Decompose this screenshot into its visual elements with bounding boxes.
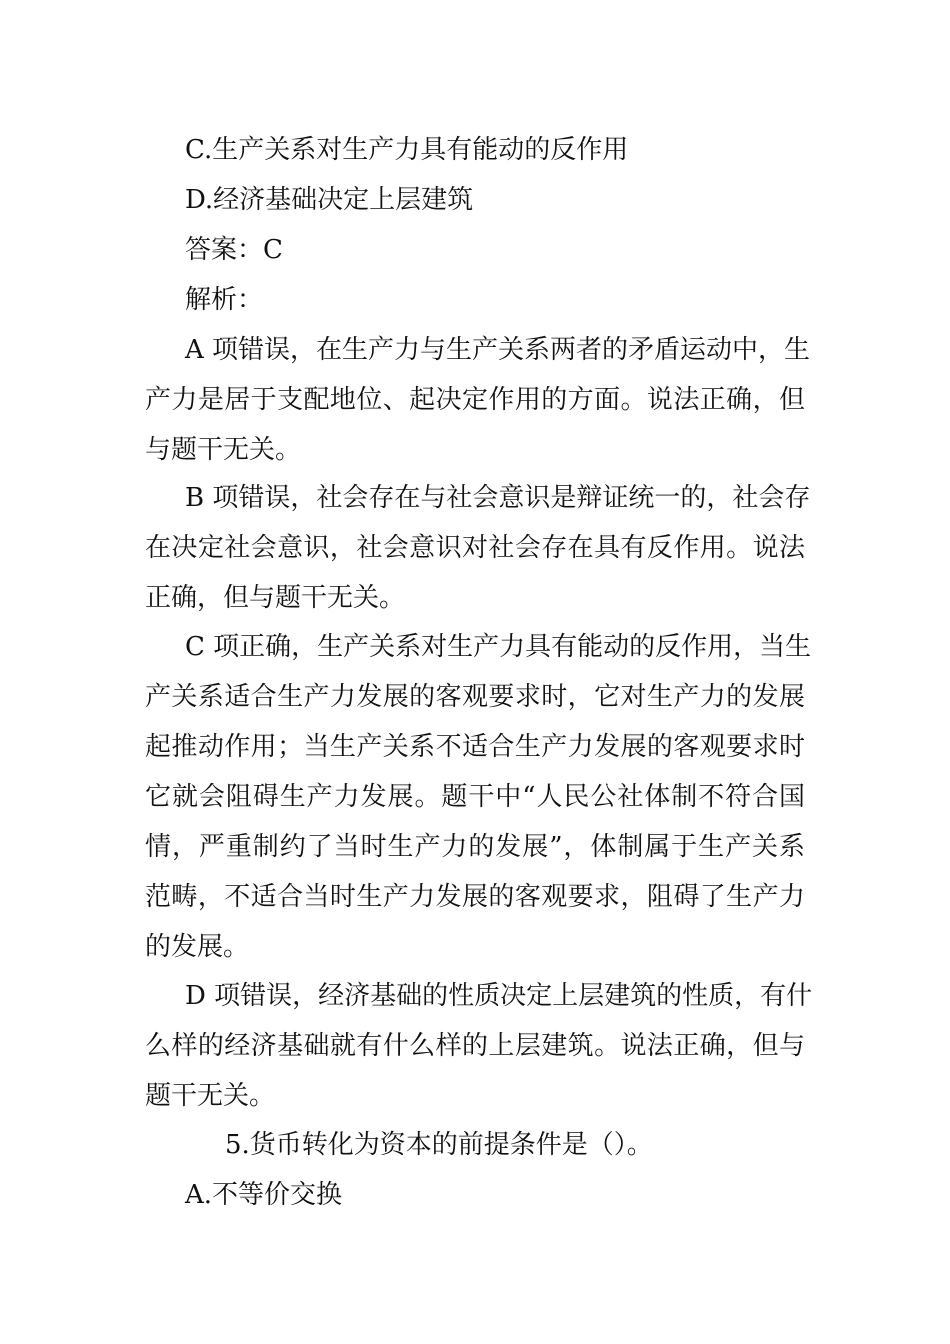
paragraph-b-line-1: B 项错误，社会存在与社会意识是辩证统一的，社会存 xyxy=(185,483,811,513)
paragraph-d-line-3: 题干无关。 xyxy=(145,1081,276,1111)
paragraph-c-line-5: 情，严重制约了当时生产力的发展”，体制属于生产关系 xyxy=(145,832,805,862)
paragraph-d-line-1: D 项错误，经济基础的性质决定上层建筑的性质，有什 xyxy=(185,981,813,1011)
question-5: 5.货币转化为资本的前提条件是（）。 xyxy=(225,1130,653,1160)
paragraph-c-line-2: 产关系适合生产力发展的客观要求时，它对生产力的发展 xyxy=(145,682,805,712)
paragraph-a-line-2: 产力是居于支配地位、起决定作用的方面。说法正确，但 xyxy=(145,385,805,415)
paragraph-b-line-3: 正确，但与题干无关。 xyxy=(145,583,406,613)
paragraph-a-line-1: A 项错误，在生产力与生产关系两者的矛盾运动中，生 xyxy=(185,335,811,365)
analysis-heading: 解析： xyxy=(185,285,264,315)
paragraph-a-line-3: 与题干无关。 xyxy=(145,435,302,465)
paragraph-c-line-1: C 项正确，生产关系对生产力具有能动的反作用，当生 xyxy=(185,632,812,662)
paragraph-c-line-7: 的发展。 xyxy=(145,932,250,962)
paragraph-c-line-4: 它就会阻碍生产力发展。题干中“人民公社体制不符合国 xyxy=(145,782,805,812)
question-5-option-a: A.不等价交换 xyxy=(185,1180,343,1210)
paragraph-d-line-2: 么样的经济基础就有什么样的上层建筑。说法正确，但与 xyxy=(145,1031,805,1061)
option-c: C.生产关系对生产力具有能动的反作用 xyxy=(185,135,629,165)
option-d: D.经济基础决定上层建筑 xyxy=(185,185,474,215)
paragraph-b-line-2: 在决定社会意识，社会意识对社会存在具有反作用。说法 xyxy=(145,533,805,563)
answer-line: 答案：C xyxy=(185,235,283,265)
paragraph-c-line-6: 范畴，不适合当时生产力发展的客观要求，阻碍了生产力 xyxy=(145,882,805,912)
paragraph-c-line-3: 起推动作用；当生产关系不适合生产力发展的客观要求时 xyxy=(145,732,805,762)
